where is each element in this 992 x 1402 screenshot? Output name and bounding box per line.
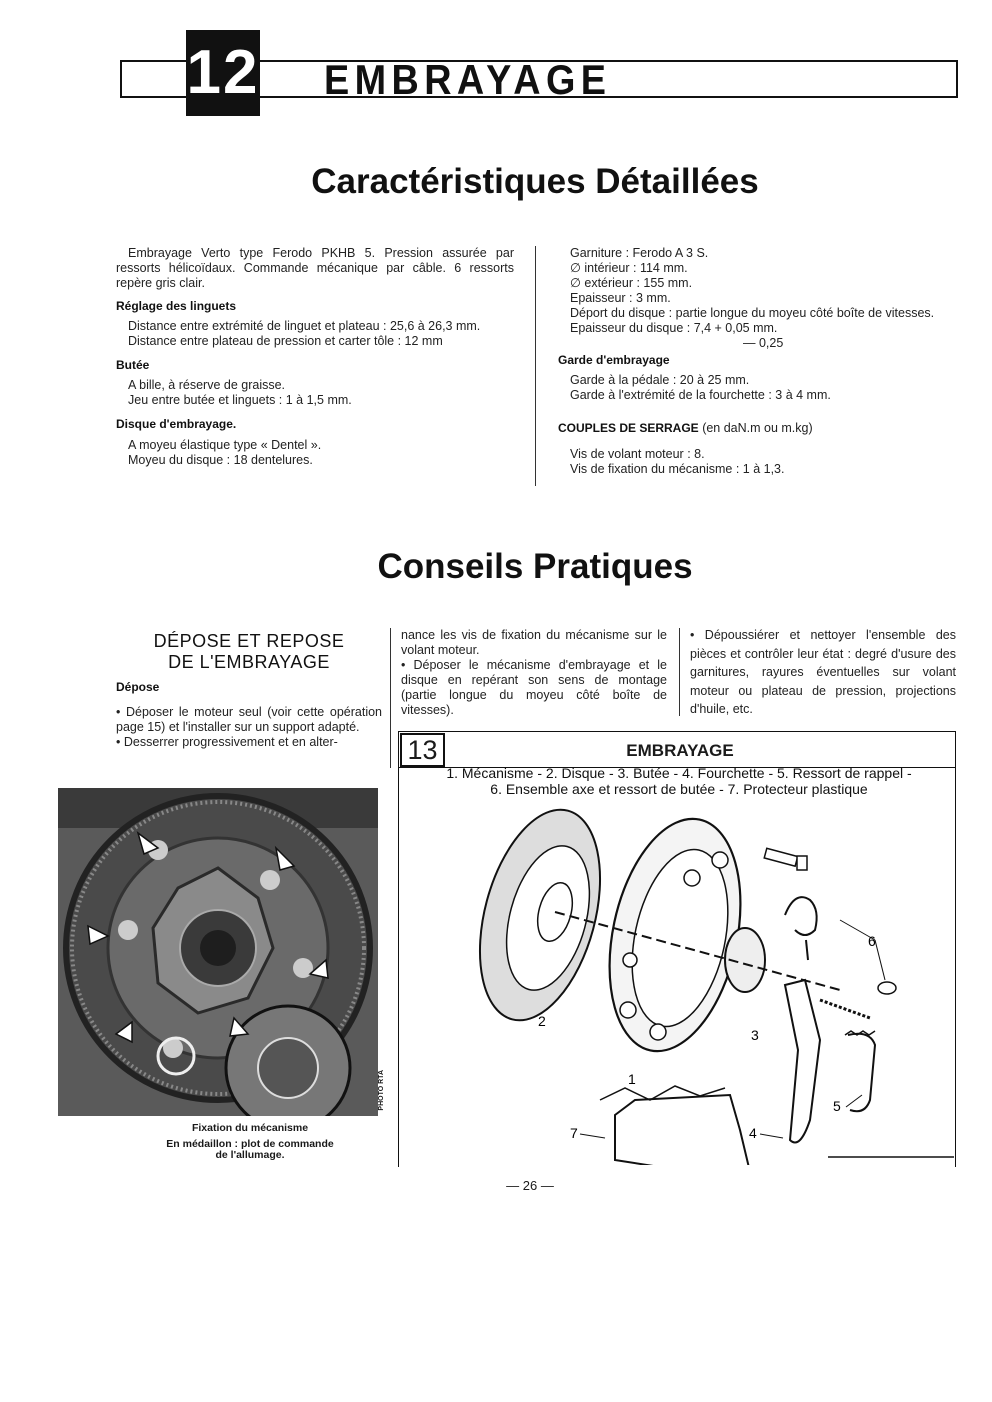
- spec-disque-1: A moyeu élastique type « Dentel ».: [128, 438, 322, 452]
- chapter-number: 12: [186, 30, 260, 116]
- chapter-title: EMBRAYAGE: [324, 56, 612, 103]
- specs-left-column: [116, 246, 514, 468]
- spec-diam-interieur: ∅ intérieur : 114 mm.: [570, 261, 688, 275]
- spec-couples-1: Vis de volant moteur : 8.: [570, 447, 705, 461]
- bolt-drawing: [764, 848, 807, 870]
- figure-number: 13: [400, 733, 445, 767]
- conseils-column-3: [690, 626, 956, 719]
- spec-couples-unit: (en daN.m ou m.kg): [702, 421, 813, 435]
- depose-step-2-cont: nance les vis de fixation du mécanisme sur le volant moteur.: [401, 628, 667, 657]
- section-title-caracteristiques: Caractéristiques Détaillées: [311, 162, 759, 201]
- fig-label-1: 1: [628, 1071, 636, 1087]
- fig-label-7: 7: [570, 1125, 578, 1141]
- spec-epaisseur: Epaisseur : 3 mm.: [570, 291, 671, 305]
- figure-caption-line2: 6. Ensemble axe et ressort de butée - 7. Protecteur plastique: [490, 781, 868, 797]
- photo-caption-text: [150, 1139, 350, 1161]
- figure-caption: [404, 765, 954, 797]
- section-title-conseils: Conseils Pratiques: [377, 547, 693, 586]
- depose-step-3: • Déposer le mécanisme d'embrayage et le disque en repérant son sens de montage (partie longue du moyeu côté boîte de vitesses).: [401, 658, 667, 717]
- photo-credit: PHOTO RTA: [378, 1070, 385, 1111]
- flywheel-photo: [58, 788, 378, 1116]
- conseils-column-1: [116, 631, 382, 750]
- photo-caption-line2: de l'allumage.: [215, 1149, 285, 1161]
- fig-label-2: 2: [538, 1013, 546, 1029]
- spec-heading-butee: Butée: [116, 358, 150, 372]
- fig-label-5: 5: [833, 1098, 841, 1114]
- page-number: — 26 —: [506, 1178, 554, 1193]
- depose-step-1: • Déposer le moteur seul (voir cette opération page 15) et l'installer sur un support adapté.: [116, 705, 382, 734]
- spec-diam-exterieur: ∅ extérieur : 155 mm.: [570, 276, 693, 290]
- conseils-column-2: [401, 628, 667, 718]
- spec-garde-1: Garde à la pédale : 20 à 25 mm.: [570, 373, 750, 387]
- release-fork-drawing: [785, 980, 820, 1143]
- depose-heading: Dépose: [116, 680, 160, 694]
- fig-label-3: 3: [751, 1027, 759, 1043]
- spec-heading-couples: COUPLES DE SERRAGE: [558, 421, 699, 435]
- depose-step-2: • Desserrer progressivement et en alter-: [116, 735, 338, 749]
- photo-caption-title: Fixation du mécanisme: [191, 1122, 309, 1134]
- fig-label-6: 6: [868, 933, 876, 949]
- spec-butee-2: Jeu entre butée et linguets : 1 à 1,5 mm.: [128, 393, 352, 407]
- subsection-title-line1: DÉPOSE ET REPOSE: [153, 631, 345, 651]
- fig-label-4: 4: [749, 1125, 757, 1141]
- spec-heading-reglage: Réglage des linguets: [116, 299, 237, 313]
- clutch-exploded-diagram: [400, 800, 954, 1165]
- spec-butee-1: A bille, à réserve de graisse.: [128, 378, 286, 392]
- spec-disque-2: Moyeu du disque : 18 dentelures.: [128, 453, 313, 467]
- spec-heading-disque: Disque d'embrayage.: [116, 417, 237, 431]
- clutch-mechanism-drawing: [590, 807, 765, 1064]
- spec-heading-garde: Garde d'embrayage: [558, 353, 670, 367]
- clutch-disc-drawing: [459, 800, 621, 1034]
- column-divider: [679, 628, 680, 716]
- spec-epaisseur-disque: Epaisseur du disque : 7,4 + 0,05 mm.: [570, 321, 778, 335]
- column-divider: [390, 628, 391, 768]
- photo-caption-line1: En médaillon : plot de commande: [166, 1138, 334, 1150]
- spec-couples-2: Vis de fixation du mécanisme : 1 à 1,3.: [570, 462, 785, 476]
- spec-garniture: Garniture : Ferodo A 3 S.: [570, 246, 709, 260]
- spec-intro: Embrayage Verto type Ferodo PKHB 5. Pression assurée par ressorts hélicoïdaux. Commande mécanique par câble. 6 ressorts repère gris clair.: [116, 246, 514, 290]
- specs-right-column: [558, 246, 958, 477]
- depose-step-4: • Dépoussiérer et nettoyer l'ensemble des pièces et contrôler leur état : degré d'usure des garnitures, rayures éventuelles sur volant moteur ou plateau de pression, projections d'huile, etc.: [690, 628, 956, 716]
- column-divider: [535, 246, 536, 486]
- spec-reglage-1: Distance entre extrémité de linguet et plateau : 25,6 à 26,3 mm.: [128, 319, 481, 333]
- spec-reglage-2: Distance entre plateau de pression et carter tôle : 12 mm: [128, 334, 443, 348]
- figure-title: EMBRAYAGE: [626, 741, 734, 760]
- flywheel-photo-image: [58, 788, 378, 1116]
- spec-epaisseur-tolerance: — 0,25: [743, 336, 784, 350]
- spec-garde-2: Garde à l'extrémité de la fourchette : 3 à 4 mm.: [570, 388, 831, 402]
- subsection-title-line2: DE L'EMBRAYAGE: [168, 652, 330, 672]
- figure-caption-line1: 1. Mécanisme - 2. Disque - 3. Butée - 4. Fourchette - 5. Ressort de rappel -: [446, 765, 912, 781]
- spec-deport: Déport du disque : partie longue du moyeu côté boîte de vitesses.: [570, 306, 935, 320]
- clutch-exploded-diagram-svg: [400, 800, 954, 1165]
- plastic-guard-drawing: [600, 1086, 750, 1165]
